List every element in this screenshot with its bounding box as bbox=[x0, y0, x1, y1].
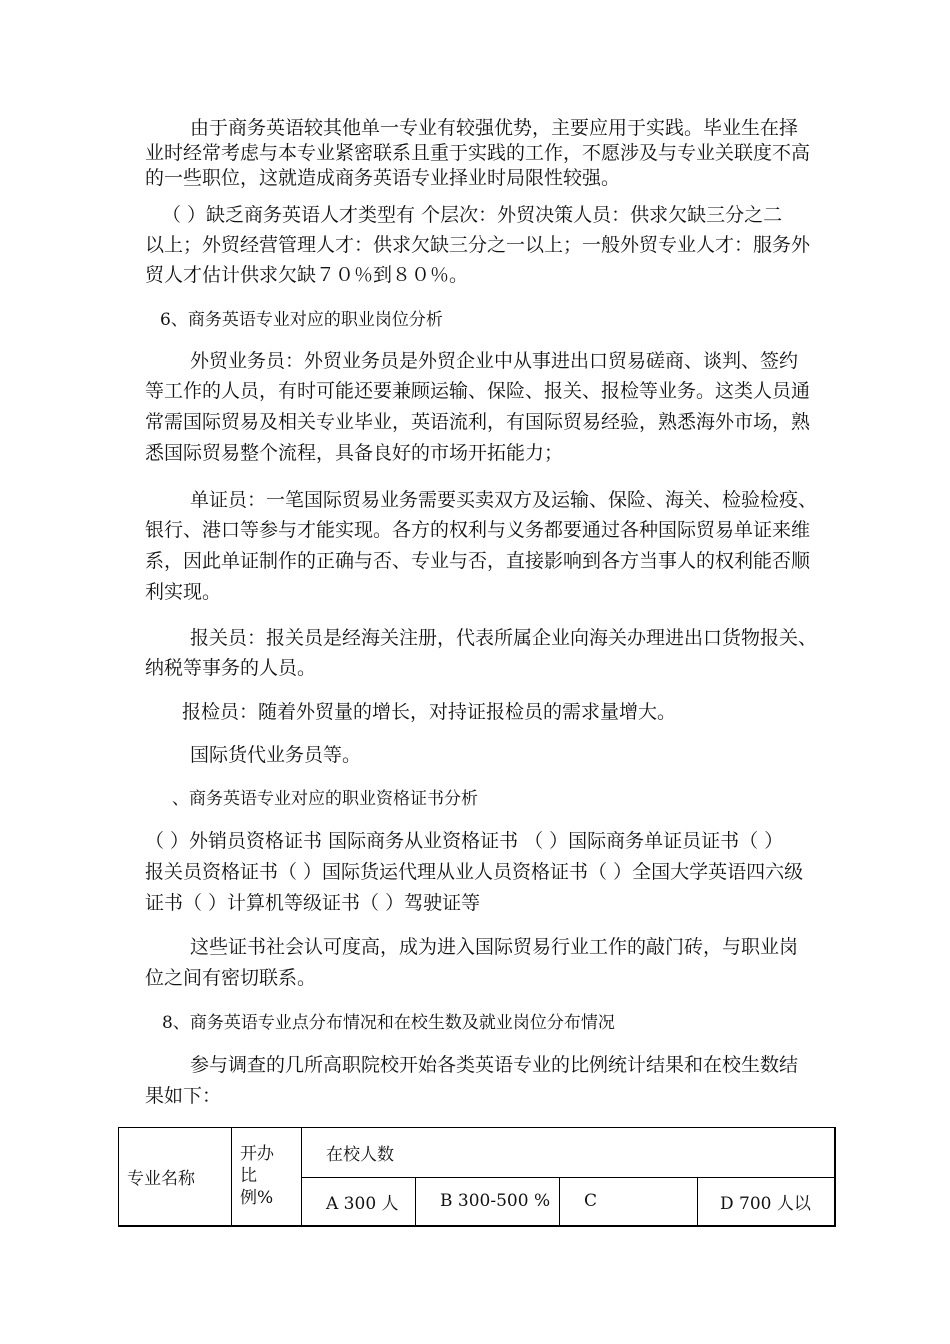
table-cell-sub: A 300 人 bbox=[302, 1178, 416, 1226]
table-cell-sub: D 700 人以 bbox=[698, 1178, 835, 1226]
paragraph-line: 悉国际贸易整个流程，具备良好的市场开拓能力； bbox=[145, 442, 564, 464]
paragraph-line: 位之间有密切联系。 bbox=[145, 967, 317, 989]
paragraph-line: 由于商务英语较其他单一专业有较强优势，主要应用于实践。毕业生在择 bbox=[190, 117, 799, 139]
paragraph-line: 以上；外贸经营管理人才：供求欠缺三分之一以上；一般外贸专业人才：服务外 bbox=[145, 234, 811, 256]
paragraph-line: （ ）外销员资格证书 国际商务从业资格证书 （ ）国际商务单证员证书（ ） bbox=[145, 830, 784, 852]
table-cell-sub: B 300-500 % bbox=[416, 1178, 560, 1226]
table-cell-ratio bbox=[232, 1128, 302, 1226]
stats-table bbox=[118, 1127, 836, 1227]
paragraph-line: 利实现。 bbox=[145, 581, 222, 603]
ratio-line: 开办 bbox=[240, 1144, 274, 1165]
paragraph-line: 单证员：一笔国际贸易业务需要买卖双方及运输、保险、海关、检验检疫、 bbox=[190, 489, 818, 511]
paragraph-line: 外贸业务员：外贸业务员是外贸企业中从事进出口贸易磋商、谈判、签约 bbox=[190, 350, 799, 372]
paragraph-line: 这些证书社会认可度高，成为进入国际贸易行业工作的敲门砖，与职业岗 bbox=[190, 936, 799, 958]
paragraph-line: 贸人才估计供求欠缺７０％到８０％。 bbox=[145, 264, 469, 286]
paragraph-line: 系，因此单证制作的正确与否、专业与否，直接影响到各方当事人的权利能否顺 bbox=[145, 550, 811, 572]
paragraph-line: 果如下： bbox=[145, 1085, 222, 1107]
paragraph-line: 等工作的人员，有时可能还要兼顾运输、保险、报关、报检等业务。这类人员通 bbox=[145, 380, 811, 402]
section-heading: 8、商务英语专业点分布情况和在校生数及就业岗位分布情况 bbox=[162, 1013, 615, 1033]
ratio-line: 比 bbox=[240, 1166, 257, 1187]
section-heading: 6、商务英语专业对应的职业岗位分析 bbox=[160, 310, 443, 330]
table-cell-sub: C bbox=[560, 1178, 698, 1226]
paragraph-line: 报检员：随着外贸量的增长，对持证报检员的需求量增大。 bbox=[182, 701, 677, 723]
paragraph-line: 报关员资格证书（ ）国际货运代理从业人员资格证书（ ）全国大学英语四六级 bbox=[145, 861, 804, 883]
paragraph-line: 证书（ ）计算机等级证书（ ）驾驶证等 bbox=[145, 892, 481, 914]
paragraph-line: 报关员：报关员是经海关注册，代表所属企业向海关办理进出口货物报关、 bbox=[190, 627, 818, 649]
paragraph-line: 银行、港口等参与才能实现。各方的权利与义务都要通过各种国际贸易单证来维 bbox=[145, 519, 811, 541]
paragraph-line: 业时经常考虑与本专业紧密联系且重于实践的工作，不愿涉及与专业关联度不高 bbox=[145, 142, 811, 164]
paragraph-line: （ ）缺乏商务英语人才类型有 个层次：外贸决策人员：供求欠缺三分之二 bbox=[162, 204, 783, 226]
paragraph-line: 常需国际贸易及相关专业毕业，英语流利，有国际贸易经验，熟悉海外市场，熟 bbox=[145, 411, 811, 433]
table-cell-students: 在校人数 bbox=[302, 1128, 835, 1178]
paragraph-line: 的一些职位，这就造成商务英语专业择业时局限性较强。 bbox=[145, 167, 621, 189]
ratio-line: 例% bbox=[240, 1188, 274, 1209]
paragraph-line: 国际货代业务员等。 bbox=[190, 744, 362, 766]
paragraph-line: 纳税等事务的人员。 bbox=[145, 657, 317, 679]
table-cell-major: 专业名称 bbox=[119, 1128, 232, 1226]
paragraph-line: 参与调查的几所高职院校开始各类英语专业的比例统计结果和在校生数结 bbox=[190, 1054, 799, 1076]
table-header-row bbox=[119, 1128, 835, 1178]
section-heading: 、商务英语专业对应的职业资格证书分析 bbox=[172, 789, 478, 809]
